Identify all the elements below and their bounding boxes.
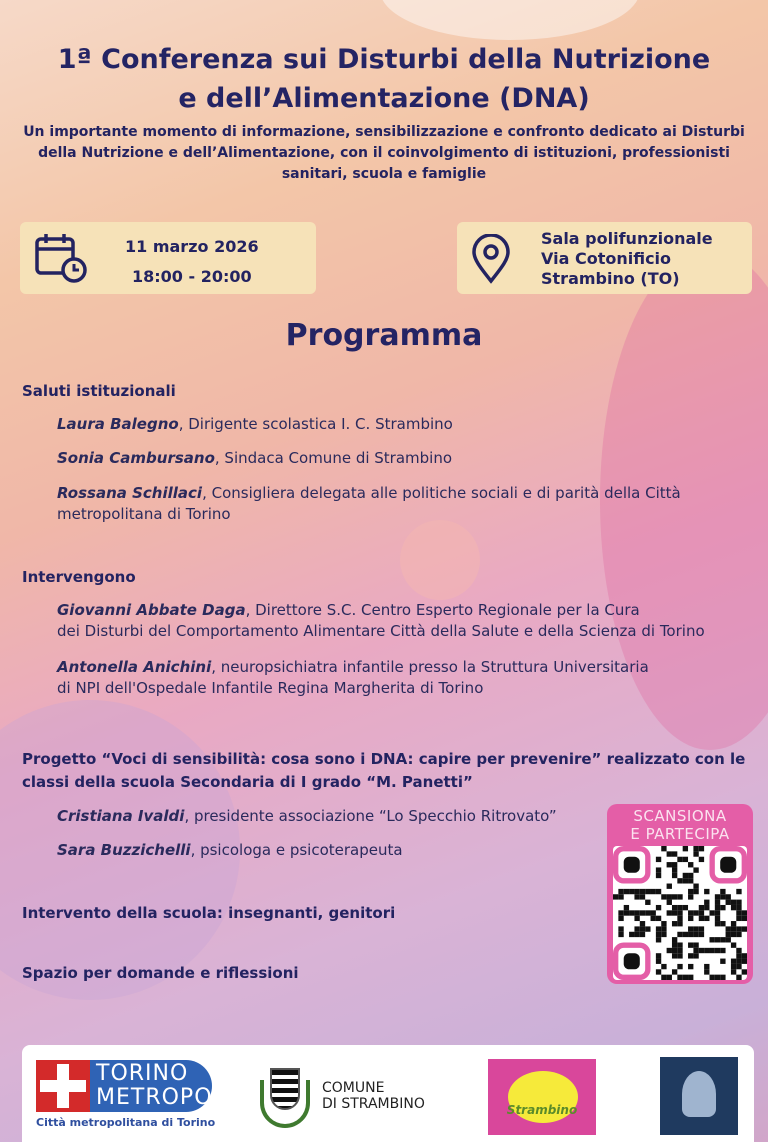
location-box — [457, 222, 752, 294]
list-item: Sonia Cambursano, Sindaca Comune di Strambino — [57, 449, 453, 467]
event-date: 11 marzo 2026 — [125, 237, 259, 256]
map-pin-icon — [471, 234, 511, 284]
strambino-logo: Strambino — [488, 1059, 596, 1135]
programma-heading: Programma — [285, 318, 483, 353]
list-item: Laura Balegno, Dirigente scolastica I. C. Strambino — [57, 415, 453, 433]
section-title: Progetto “Voci di sensibilità: cosa sono i DNA: capire per prevenire” realizzato con le classi della scuola Secondaria di I grado “M. Panetti” — [22, 750, 746, 791]
qr-code[interactable] — [613, 846, 747, 980]
list-item: Cristiana Ivaldi, presidente associazione “Lo Specchio Ritrovato” — [57, 807, 557, 825]
qr-code-card[interactable] — [607, 804, 753, 984]
comune-strambino-logo: COMUNE DI STRAMBINO — [260, 1060, 460, 1130]
event-time: 18:00 - 20:00 — [131, 267, 252, 286]
qr-label: SCANSIONA E PARTECIPA — [630, 807, 730, 843]
section-title: Intervengono — [22, 568, 136, 586]
list-item: Antonella Anichini, neuropsichiatra infantile presso la Struttura Universitaria di NPI dell'Ospedale Infantile Regina Margherita di Torino — [57, 658, 649, 697]
list-item: Giovanni Abbate Daga, Direttore S.C. Centro Esperto Regionale per la Cura dei Disturbi del Comportamento Alimentare Città della Salute e della Scienza di Torino — [57, 601, 705, 640]
date-box — [20, 222, 316, 294]
sponsor-footer: TORINO METROPOLI Città metropolitana di Torino COMUNE DI STRAMBINO Strambino — [22, 1045, 754, 1142]
subtitle: Un importante momento di informazione, sensibilizzazione e confronto dedicato ai Disturbi della Nutrizione e dell’Alimentazione, con il coinvolgimento di istituzioni, professionisti sanitari, scuola e famiglie — [23, 124, 745, 182]
location-line: Sala polifunzionale — [541, 229, 713, 248]
section-title: Intervento della scuola: insegnanti, genitori — [22, 904, 396, 922]
page-title: 1ª Conferenza sui Disturbi della Nutrizione e dell’Alimentazione (DNA) — [57, 44, 711, 114]
calendar-clock-icon — [34, 233, 88, 283]
location-line: Strambino (TO) — [541, 269, 680, 288]
section-title: Spazio per domande e riflessioni — [22, 964, 299, 982]
section-title: Saluti istituzionali — [22, 382, 176, 400]
association-logo — [660, 1057, 738, 1135]
location-line: Via Cotonificio — [541, 249, 672, 268]
list-item: Sara Buzzichelli, psicologa e psicoterapeuta — [57, 841, 403, 859]
list-item: Rossana Schillaci, Consigliera delegata alle politiche sociali e di parità della Città metropolitana di Torino — [57, 484, 681, 523]
